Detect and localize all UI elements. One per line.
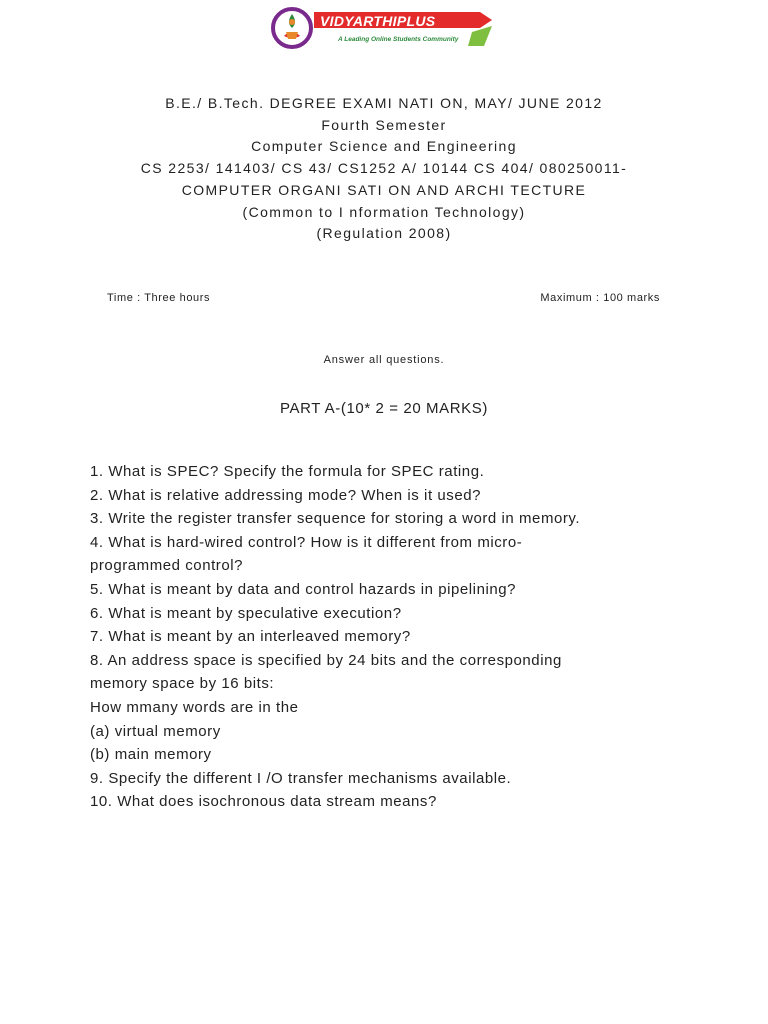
question-line: 6. What is meant by speculative execution? <box>90 604 402 622</box>
svg-text:A Leading Online Students Comm: A Leading Online Students Community <box>338 36 459 43</box>
semester: Fourth Semester <box>321 116 447 133</box>
question-line: 1. What is SPEC? Specify the formula for SPEC rating. <box>90 463 485 480</box>
exam-title: B.E./ B.Tech. DEGREE EXAMI NATI ON, MAY/ JUNE 2012 <box>165 95 603 111</box>
exam-header <box>0 93 768 245</box>
course-codes: CS 2253/ 141403/ CS 43/ CS1252 A/ 10144 CS 404/ 080250011- <box>140 160 628 177</box>
vidyarthiplus-logo-icon <box>270 6 500 52</box>
question-line: 7. What is meant by an interleaved memory? <box>90 628 411 646</box>
site-logo <box>270 6 500 52</box>
question-line: How mmany words are in the <box>90 698 299 716</box>
question-line: (a) virtual memory <box>90 722 221 740</box>
instruction-text: Answer all questions. <box>323 354 445 366</box>
question-line: 10. What does isochronous data stream means? <box>90 793 437 811</box>
question-line: (b) main memory <box>90 746 212 764</box>
question-line: 8. An address space is specified by 24 bits and the corresponding <box>90 651 562 669</box>
question-line: 3. Write the register transfer sequence for storing a word in memory. <box>90 510 581 528</box>
exam-time: Time : Three hours <box>107 292 211 304</box>
question-line: 2. What is relative addressing mode? When is it used? <box>90 486 481 504</box>
regulation: (Regulation 2008) <box>316 225 452 242</box>
common-to: (Common to I nformation Technology) <box>242 203 526 220</box>
question-line: programmed control? <box>90 557 244 575</box>
maximum-marks: Maximum : 100 marks <box>540 292 660 304</box>
department: Computer Science and Engineering <box>251 138 517 155</box>
question-line: memory space by 16 bits: <box>90 675 275 693</box>
question-line: 4. What is hard-wired control? How is it different from micro- <box>90 533 523 551</box>
part-a-questions <box>90 460 670 814</box>
svg-text:VIDYARTHIPLUS: VIDYARTHIPLUS <box>320 13 436 29</box>
part-a-title: PART A-(10* 2 = 20 MARKS) <box>279 400 488 417</box>
question-line: 9. Specify the different I /O transfer mechanisms available. <box>90 769 512 787</box>
course-name: COMPUTER ORGANI SATI ON AND ARCHI TECTURE <box>181 181 587 198</box>
question-line: 5. What is meant by data and control hazards in pipelining? <box>90 580 517 598</box>
